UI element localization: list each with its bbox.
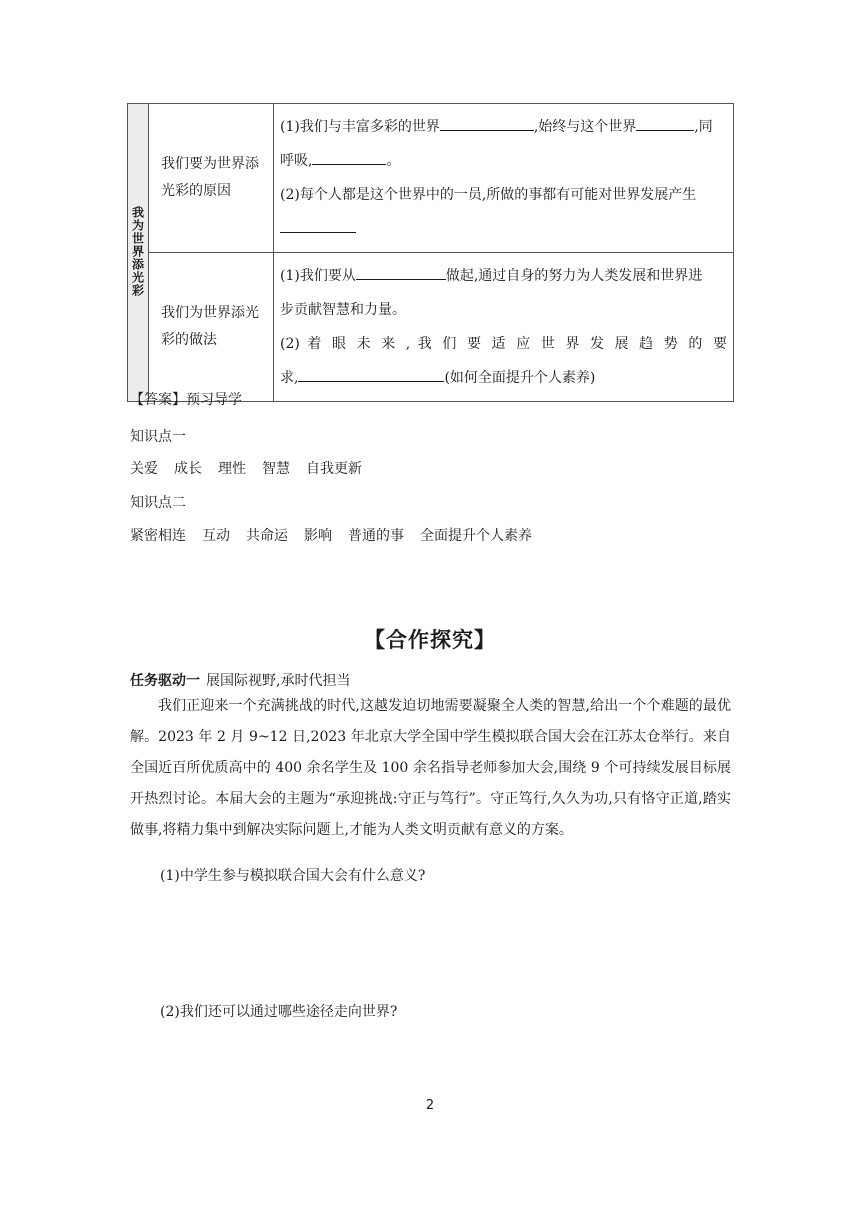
knowledge-point-1-title: 知识点一 [130, 429, 186, 445]
reason-label-cell [149, 104, 274, 253]
knowledge-point-2-answers: 紧密相连 互动 共命运 影响 普通的事 全面提升个人素养 [130, 528, 532, 544]
knowledge-point-1-answers: 关爱 成长 理性 智慧 自我更新 [130, 461, 362, 477]
reason-item-2: (2)每个人都是这个世界中的一员,所做的事都有可能对世界发展产生 [280, 178, 727, 246]
method-item-1: (1)我们要从 做起,通过自身的努力为人类发展和世界进 步贡献智慧和力量。 [280, 259, 727, 327]
method-label: 我们为世界添光彩的做法 [161, 305, 259, 348]
section-title: 【合作探究】 [364, 628, 496, 652]
reason-content-cell [274, 104, 734, 253]
answer-header: 【答案】预习导学 [130, 392, 242, 408]
reason-label: 我们要为世界添光彩的原因 [161, 156, 259, 199]
answer-blank[interactable] [312, 150, 386, 165]
answer-blank[interactable] [440, 116, 534, 131]
question-1: (1)中学生参与模拟联合国大会有什么意义? [160, 868, 426, 884]
answer-blank[interactable] [356, 265, 446, 280]
summary-table [127, 103, 734, 402]
task-label: 任务驱动一 [130, 673, 200, 689]
answer-blank[interactable] [636, 116, 694, 131]
task-heading [130, 670, 350, 690]
knowledge-point-2-title: 知识点二 [130, 495, 186, 511]
page-number: 2 [425, 1098, 435, 1113]
question-2: (2)我们还可以通过哪些途径走向世界? [160, 1004, 398, 1020]
reason-item-1: (1)我们与丰富多彩的世界 ,始终与这个世界 ,同 呼吸, 。 [280, 110, 727, 178]
method-item-2: (2) 着 眼 未 来 , 我 们 要 适 应 世 界 发 展 趋 势 的 要 求, (如何全面提升个人素养) [280, 336, 727, 386]
method-content-cell [274, 253, 734, 402]
table-vertical-label: 我为世界添光彩 [130, 205, 145, 297]
case-paragraph: 我们正迎来一个充满挑战的时代,这越发迫切地需要凝聚全人类的智慧,给出一个个难题的最优解。2023 年 2 月 9~12 日,2023 年北京大学全国中学生模拟联合国大会在江苏太仓举行。来自全国近百所优质高中的 400 余名学生及 100 余名指导老师参加大会,围绕 9 个可持续发展目标展开热烈讨论。本届大会的主题为“承迎挑战:守正与笃行”。守正笃行,久久为功,只有恪守正道,踏实做事,将精力集中到解决实际问题上,才能为人类文明贡献有意义的方案。 [130, 698, 731, 838]
answer-blank[interactable] [298, 367, 444, 382]
table-vertical-label-cell [128, 104, 149, 402]
method-label-cell [149, 253, 274, 402]
task-title: 展国际视野,承时代担当 [206, 673, 351, 689]
answer-blank[interactable] [280, 218, 356, 233]
